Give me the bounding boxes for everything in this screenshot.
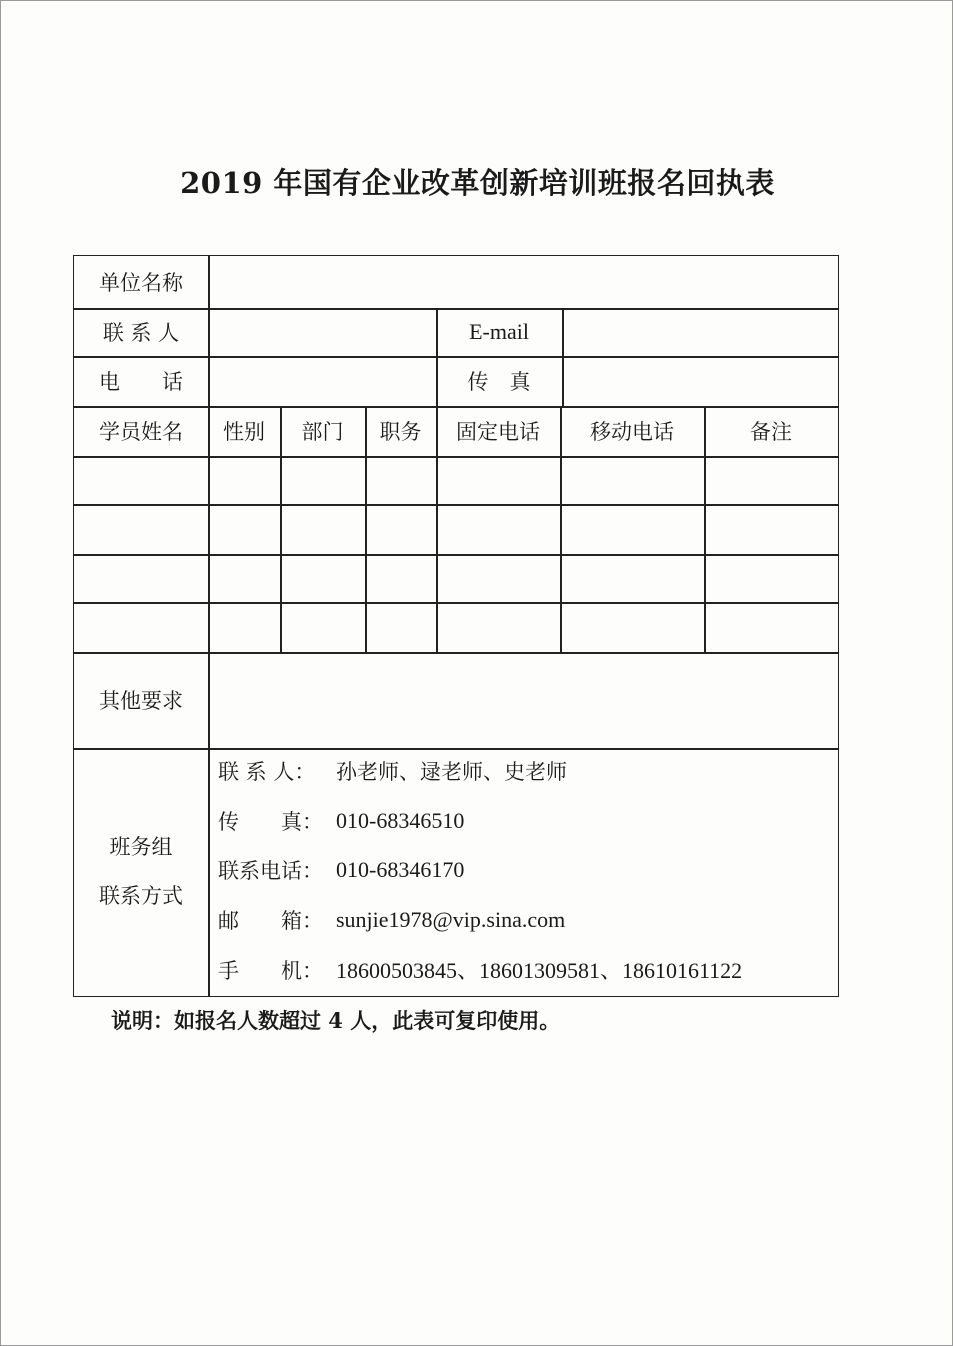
office-label-line1: 班务组 bbox=[109, 835, 173, 859]
contact-persons-line bbox=[218, 756, 567, 786]
contact-mobile-line bbox=[218, 954, 742, 985]
contact-phone-key: 联系电话： bbox=[218, 859, 323, 883]
org-name-input[interactable] bbox=[210, 258, 836, 306]
table-row[interactable] bbox=[74, 556, 838, 602]
contact-mobile-value: 18600503845、18601309581、18610161122 bbox=[336, 958, 743, 983]
fax-input[interactable] bbox=[564, 358, 836, 404]
col-header-student-name: 学员姓名 bbox=[99, 420, 183, 444]
contact-mobile-key: 手 机： bbox=[218, 958, 323, 983]
office-label-line2: 联系方式 bbox=[99, 884, 183, 908]
col-header-department: 部门 bbox=[301, 420, 344, 444]
contact-fax-value: 010-68346510 bbox=[336, 808, 465, 833]
contact-email-key: 邮 箱： bbox=[218, 909, 323, 933]
fax-label: 传 真 bbox=[467, 370, 531, 394]
phone-input[interactable] bbox=[210, 358, 434, 404]
contact-email-value[interactable]: sunjie1978@vip.sina.com bbox=[336, 907, 566, 932]
contact-persons-value: 孙老师、逯老师、史老师 bbox=[336, 760, 567, 784]
col-header-position: 职务 bbox=[379, 420, 422, 444]
email-input[interactable] bbox=[564, 310, 836, 354]
contact-persons-key: 联 系 人： bbox=[218, 760, 316, 784]
other-requirements-input[interactable] bbox=[210, 654, 836, 746]
col-header-gender: 性别 bbox=[223, 420, 265, 444]
org-name-label: 单位名称 bbox=[99, 271, 183, 295]
footnote: 说明：如报名人数超过 4 人，此表可复印使用。 bbox=[111, 1008, 561, 1033]
col-header-remarks: 备注 bbox=[750, 420, 792, 444]
col-header-landline: 固定电话 bbox=[456, 420, 540, 444]
contact-fax-line bbox=[218, 806, 464, 836]
contact-phone-line bbox=[218, 855, 464, 885]
table-row[interactable] bbox=[74, 458, 838, 504]
email-label: E-mail bbox=[469, 319, 529, 344]
phone-label: 电 话 bbox=[99, 370, 183, 394]
table-row[interactable] bbox=[74, 604, 838, 652]
registration-form-table bbox=[73, 255, 839, 997]
office-contact-label bbox=[74, 748, 208, 996]
contact-input[interactable] bbox=[210, 310, 434, 354]
contact-fax-key: 传 真： bbox=[218, 810, 323, 834]
contact-phone-value: 010-68346170 bbox=[336, 857, 465, 882]
col-header-mobile: 移动电话 bbox=[590, 420, 674, 444]
form-title: 2019 年国有企业改革创新培训班报名回执表 bbox=[180, 166, 775, 200]
table-row[interactable] bbox=[74, 506, 838, 554]
other-requirements-label: 其他要求 bbox=[99, 689, 183, 713]
contact-email-line bbox=[218, 905, 565, 935]
contact-label: 联 系 人 bbox=[102, 321, 180, 345]
